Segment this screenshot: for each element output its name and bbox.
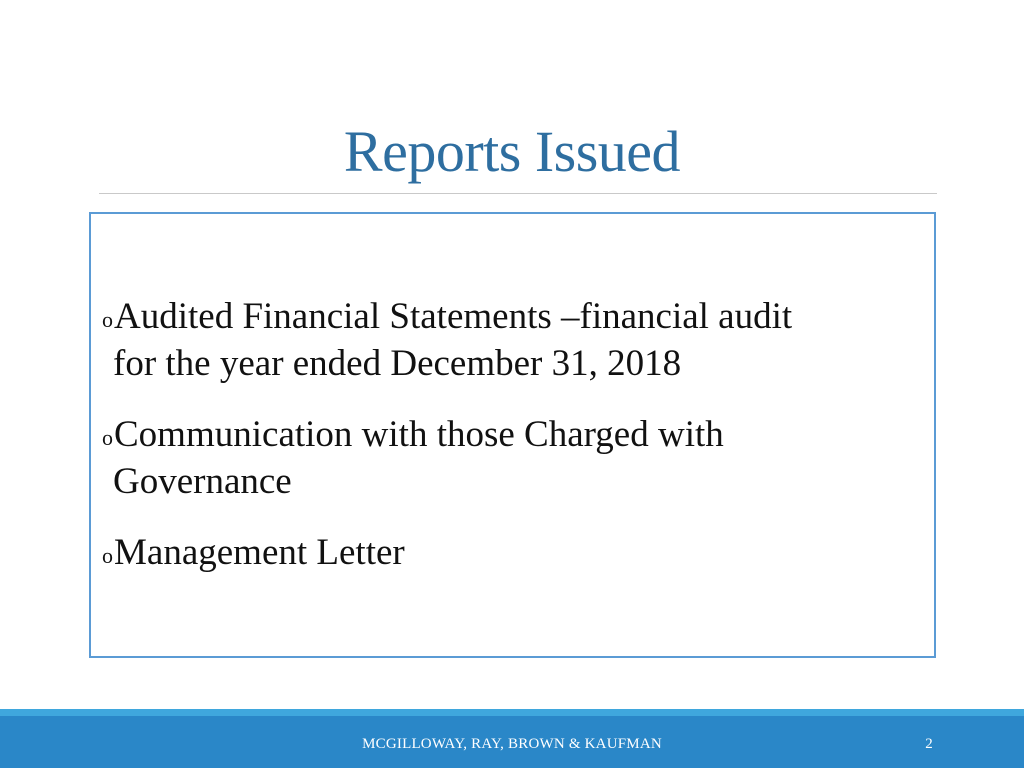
bullet-text-continuation: Governance [113,461,292,502]
circle-bullet-icon: o [102,425,113,450]
bullet-text-continuation: for the year ended December 31, 2018 [113,343,682,384]
bullet-item [102,531,922,578]
content-box [89,212,936,658]
bullet-item [102,295,922,386]
footer-stripe [0,709,1024,716]
circle-bullet-icon: o [102,307,113,332]
bullet-text: Communication with those Charged with [114,414,724,455]
slide-title: Reports Issued [343,119,681,184]
footer-firm-name: MCGILLOWAY, RAY, BROWN & KAUFMAN [362,736,662,752]
bullet-text: Management Letter [114,532,405,573]
title-divider [99,193,937,194]
circle-bullet-icon: o [102,543,113,568]
bullet-text: Audited Financial Statements –financial audit [114,296,793,337]
bullet-item [102,413,922,504]
page-number: 2 [925,736,933,752]
